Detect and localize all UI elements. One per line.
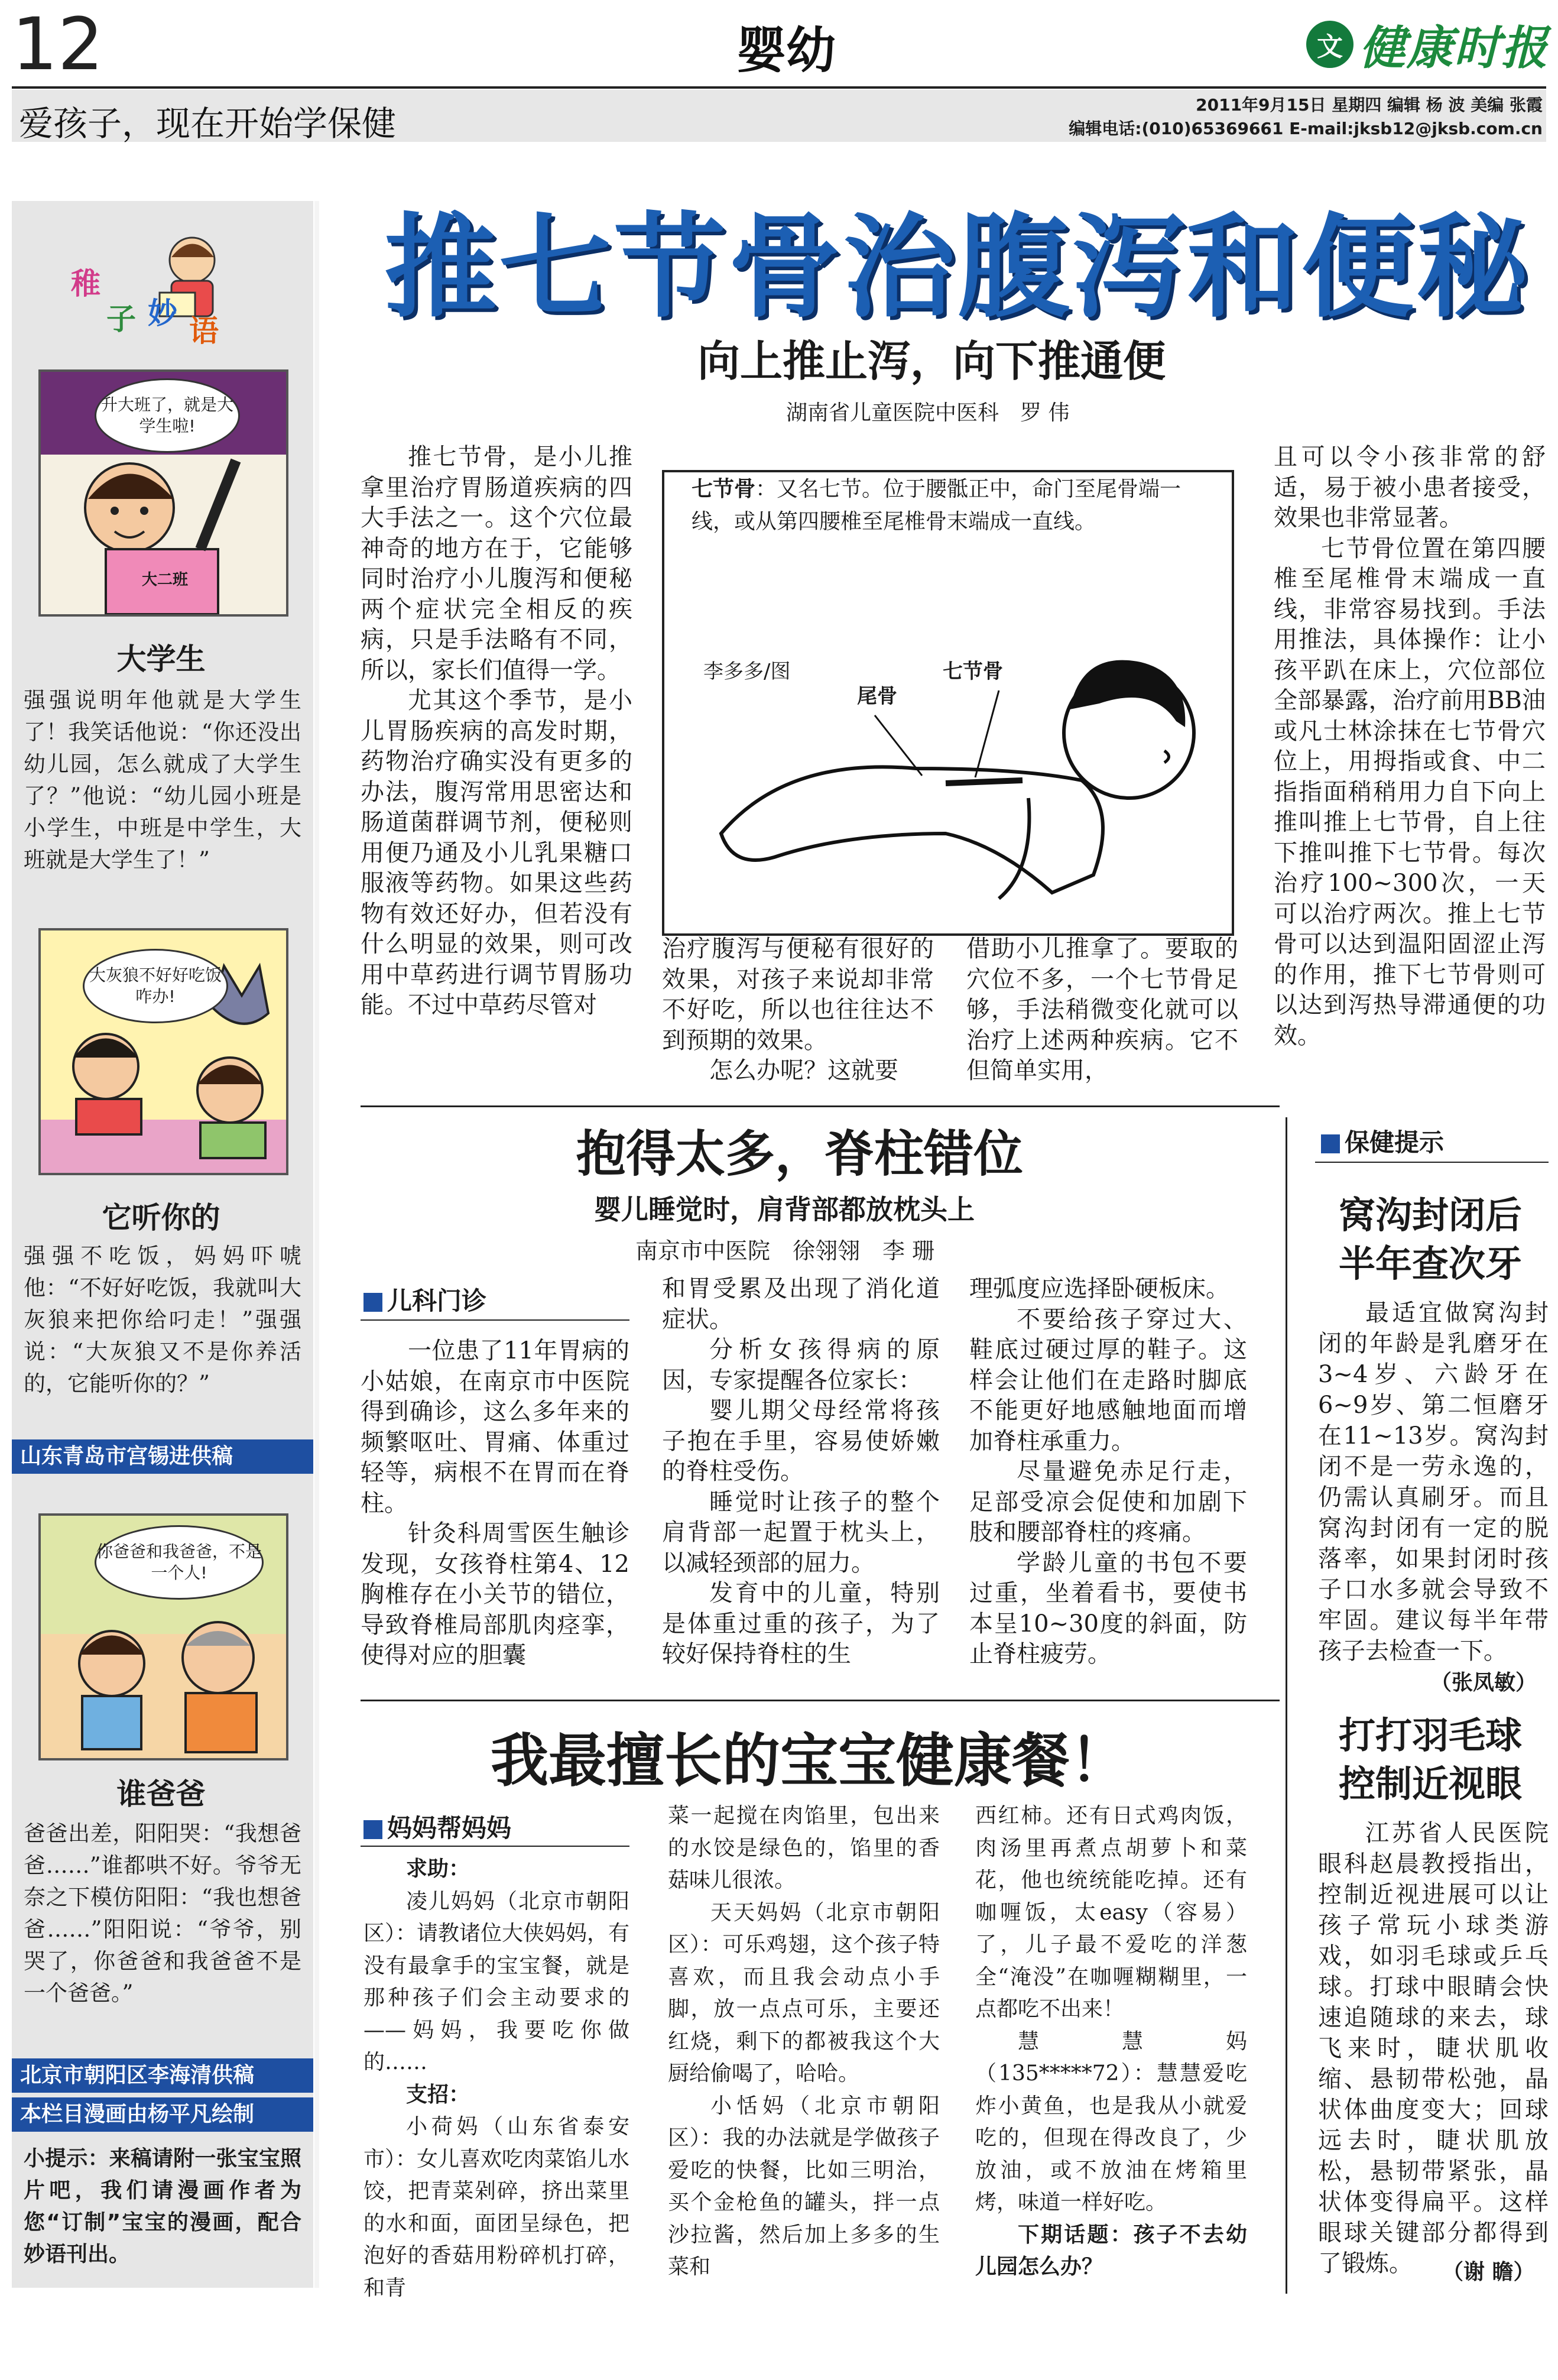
illustrator-credit: 本栏目漫画由杨平凡绘制: [12, 2097, 313, 2132]
health-tips-tag: 保健提示: [1321, 1123, 1444, 1159]
figure-label-weigu: 尾骨: [857, 685, 897, 708]
paragraph: 不要给孩子穿过大、鞋底过硬过厚的鞋子。这样会让他们在走路时脚底不能更好地感触地面而增加脊柱承重力。: [969, 1305, 1247, 1455]
paragraph: 发育中的儿童，特别是体重过重的孩子，为了较好保持脊柱的生: [662, 1580, 940, 1668]
paragraph: 七节骨位置在第四腰椎至尾椎骨末端成一直线，非常容易找到。手法用推法，具体操作：让小孩平趴在床上，穴位部位全部暴露，治疗前用BB油或凡士林涂抹在七节骨穴位上，用拇指或食、中二指指面稍稍用力自下向上推叫推上七节骨，自上往下推叫推下七节骨。每次治疗100~300次，一天可以治疗两次。推上七节骨可以达到温阳固涩止泻的作用，推下七节骨则可以达到泻热导滞通便的功效。: [1274, 534, 1546, 1049]
paragraph: 针灸科周雪医生触诊发现，女孩脊柱第4、12胸椎存在小关节的错位，导致脊椎局部肌肉痉挛，使得对应的胆囊: [361, 1520, 629, 1669]
tip1-headline-line2: 半年查次牙: [1338, 1242, 1522, 1285]
article2-subhead: 婴儿睡觉时，肩背部都放枕头上: [594, 1194, 975, 1225]
speech-bubble-2: 大灰狼不好好吃饭咋办!: [83, 949, 228, 1023]
article1-column-4: [1274, 442, 1546, 1051]
paragraph: 支招：: [406, 2082, 470, 2107]
paragraph: 尤其这个季节，是小儿胃肠疾病的高发时期，药物治疗确实没有更多的办法，腹泻常用思密达和肠道菌群调节剂，便秘则用便乃通及小儿乳果糖口服液等药物。如果这些药物有效还好办，但若没有什么明显的效果，则可改用中草药进行调节胃肠功能。不过中草药尽管对: [361, 687, 632, 1019]
infant-crawling-icon: [668, 621, 1223, 928]
article1-column-3: [966, 934, 1238, 1087]
masthead-rule: [12, 86, 1546, 89]
article2-headline: 抱得太多，脊柱错位: [576, 1124, 1024, 1183]
acupoint-definition-text: ：又名七节。位于腰骶正中，命门至尾骨端一线，或从第四腰椎至尾椎骨末端成一直线。: [692, 477, 1182, 534]
paragraph: 学龄儿童的书包不要过重，坐着看书，要使书本呈10~30度的斜面，防止脊柱疲劳。: [969, 1549, 1247, 1668]
paragraph: 菜一起搅在肉馅里，包出来的水饺是绿色的，馅里的香菇味儿很浓。: [668, 1804, 940, 1892]
tip2-author: （谢 瞻）: [1442, 2259, 1535, 2284]
next-topic: 下期话题：孩子不去幼儿园怎么办？: [975, 2222, 1247, 2279]
brand-mark-icon: 文: [1306, 21, 1353, 68]
badge-char-3: 妙: [148, 296, 177, 330]
tip1-headline: [1312, 1191, 1549, 1288]
paragraph: 凌儿妈妈（北京市朝阳区）：请教诸位大侠妈妈，有没有最拿手的宝宝餐，就是那种孩子们会主动要求的——妈妈，我要吃你做的……: [363, 1889, 630, 2074]
figure-credit: 李多多/图: [703, 660, 791, 683]
comic-text-2: 强强不吃饭，妈妈吓唬他：“不好好吃饭，我就叫大灰狼来把你给叼走！”强强说：“大灰狼又不是你养活的，它能听你的？”: [24, 1243, 301, 1396]
article2-column-3: [969, 1274, 1247, 1670]
article3-tag: 妈妈帮妈妈: [363, 1809, 511, 1844]
paragraph: 小恬妈（北京市朝阳区）：我的办法就是学做孩子爱吃的快餐，比如三明治，买个金枪鱼的罐头，拌一点沙拉酱，然后加上多多的生菜和: [668, 2093, 940, 2279]
article3-column-2: [668, 1800, 940, 2284]
article2-byline: 南京市中医院 徐翎翎 李 珊: [635, 1238, 935, 1264]
article3-column-3: [975, 1800, 1247, 2284]
paragraph: 怎么办呢？这就要: [709, 1057, 898, 1084]
paragraph: 西红柿。还有日式鸡肉饭，肉汤里再煮点胡萝卜和菜花，他也统统能吃掉。还有咖喱饭，太easy（容易）了，儿子最不爱吃的洋葱全“淹没”在咖喱糊糊里，一点都吃不出来！: [975, 1804, 1247, 2021]
tip1-author: （张凤敏）: [1430, 1670, 1537, 1695]
editor-contact: 编辑电话:(010)65369661 E-mail:jksb12@jksb.com.cn: [1069, 119, 1543, 138]
issue-date-editors: 2011年9月15日 星期四 编辑 杨 波 美编 张霞: [1196, 95, 1543, 115]
infant-massage-figure: [668, 621, 1223, 928]
main-headline: 推七节骨治腹泻和便秘: [384, 202, 1531, 333]
tag-underline: [1315, 1162, 1549, 1163]
paragraph: 理弧度应选择卧硬板床。: [969, 1275, 1229, 1302]
speech-bubble-1: 升大班了，就是大学生啦!: [95, 378, 240, 453]
paragraph: 尽量避免赤足行走，足部受凉会促使和加剧下肢和腰部脊柱的疼痛。: [969, 1458, 1247, 1546]
comic-text-1: 强强说明年他就是大学生了！我笑话他说：“你还没出幼儿园，怎么就成了大学生了？”他说：“幼儿园小班是小学生，中班是中学生，大班就是大学生了！”: [24, 688, 301, 873]
article2-column-2: [662, 1274, 940, 1670]
paragraph: 借助小儿推拿了。要取的穴位不多，一个七节骨足够，手法稍微变化就可以治疗上述两种疾病。它不但简单实用，: [966, 935, 1238, 1084]
tip2-headline-line2: 控制近视眼: [1338, 1762, 1522, 1805]
article1-column-1: [361, 442, 632, 1021]
paragraph: 小荷妈（山东省泰安市）：女儿喜欢吃肉菜馅儿水饺，把青菜剁碎，挤出菜里的水和面，面团呈绿色，把泡好的香菇用粉碎机打碎，和青: [363, 2115, 630, 2300]
tip2-headline: [1312, 1711, 1549, 1808]
paragraph: 求助：: [406, 1857, 470, 1881]
left-column-divider: [314, 201, 319, 2288]
paragraph: 和胃受累及出现了消化道症状。: [662, 1275, 940, 1333]
brand-logo: [1306, 15, 1549, 74]
comic-title-2: 它听你的: [102, 1200, 220, 1235]
paragraph: 一位患了11年胃病的小姑娘，在南京市中医院得到确诊，这么多年来的频繁呕吐、胃痛、体重过轻等，病根不在胃而在脊柱。: [361, 1337, 629, 1517]
article2-column-1: [361, 1336, 629, 1671]
section-divider: [361, 1105, 1280, 1107]
paragraph: 分析女孩得病的原因，专家提醒各位家长：: [662, 1336, 940, 1394]
slogan: 爱孩子，现在开始学保健: [19, 103, 397, 144]
paragraph: 推七节骨，是小儿推拿里治疗胃肠道疾病的四大手法之一。这个穴位最神奇的地方在于，它能够同时治疗小儿腹泻和便秘两个症状完全相反的疾病，只是手法略有不同，所以，家长们值得一学。: [361, 443, 632, 684]
comic-credit-2: 山东青岛市宫锡进供稿: [12, 1439, 313, 1474]
tag-underline: [361, 1319, 629, 1321]
page-number: 12: [12, 2, 104, 86]
submission-tip: 小提示：来稿请附一张宝宝照片吧，我们请漫画作者为您“订制”宝宝的漫画，配合妙语刊出。: [24, 2146, 301, 2266]
comic-title-1: 大学生: [116, 641, 206, 676]
brand-name: 健康时报: [1359, 22, 1549, 75]
speech-bubble-3: 你爸爸和我爸爸，不是一个人!: [95, 1525, 264, 1600]
comic-title-3: 谁爸爸: [116, 1776, 206, 1811]
main-subhead: 向上推止泻，向下推通便: [697, 336, 1166, 386]
tip1-text: 最适宜做窝沟封闭的年龄是乳磨牙在3~4岁、六龄牙在6~9岁、第二恒磨牙在11~13岁。窝沟封闭不是一劳永逸的，仍需认真刷牙。而且窝沟封闭有一定的脱落率，如果封闭时孩子口水多就会导致不牢固。建议每半年带孩子去检查一下。: [1318, 1299, 1549, 1665]
comic-credit-3: 北京市朝阳区李海清供稿: [12, 2058, 313, 2093]
main-byline: 湖南省儿童医院中医科 罗 伟: [786, 401, 1070, 425]
section-title: 婴幼: [736, 21, 836, 79]
paragraph: 睡觉时让孩子的整个肩背部一起置于枕头上，以减轻颈部的屈力。: [662, 1488, 940, 1577]
badge-char-2: 子: [106, 301, 136, 336]
comic-text-3: 爸爸出差，阳阳哭：“我想爸爸……”谁都哄不好。爷爷无奈之下模仿阳阳：“我也想爸爸……”阳阳说：“爷爷，别哭了，你爸爸和我爸爸不是一个爸爸。”: [24, 1821, 301, 2006]
paragraph: 慧慧妈（135*****72）：慧慧爱吃炸小黄鱼，也是我从小就爱吃的，但现在得改良了，少放油，或不放油在烤箱里烤，味道一样好吃。: [975, 2029, 1247, 2214]
figure-label-qijiegu: 七节骨: [943, 660, 1003, 683]
article2-tag: 儿科门诊: [363, 1282, 486, 1317]
badge-char-4: 语: [189, 313, 219, 348]
tip2-headline-line1: 打打羽毛球: [1338, 1714, 1522, 1757]
article3-headline: 我最擅长的宝宝健康餐！: [491, 1727, 1128, 1795]
shirt-label: 大二班: [142, 571, 189, 589]
tip1-headline-line1: 窝沟封闭后: [1338, 1194, 1522, 1237]
article1-column-2: [662, 934, 934, 1087]
badge-char-1: 稚: [71, 266, 100, 301]
tip2-text: 江苏省人民医院眼科赵晨教授指出，控制近视进展可以让孩子常玩小球类游戏，如羽毛球或乒乓球。打球中眼睛会快速追随球的来去，球飞来时，睫状肌收缩、悬韧带松弛，晶状体曲度变大；回球远去时，睫状肌放松，悬韧带紧张，晶状体变得扁平。这样眼球关键部分都得到了锻炼。: [1318, 1820, 1549, 2277]
tag-underline: [361, 1846, 629, 1847]
acupoint-term: 七节骨: [692, 476, 756, 501]
article3-column-1: [363, 1853, 629, 2304]
paragraph: 天天妈妈（北京市朝阳区）：可乐鸡翅，这个孩子特喜欢，而且我会动点小手脚，放一点点可乐，主要还红烧，剩下的都被我这个大厨给偷喝了，哈哈。: [668, 1900, 940, 2086]
paragraph: 婴儿期父母经常将孩子抱在手里，容易使娇嫩的脊柱受伤。: [662, 1397, 940, 1485]
paragraph: 治疗腹泻与便秘有很好的效果，对孩子来说却非常不好吃，所以也往往达不到预期的效果。: [662, 935, 934, 1054]
right-column-divider: [1286, 1117, 1287, 2294]
section-divider: [361, 1700, 1280, 1701]
paragraph: 且可以令小孩非常的舒适，易于被小患者接受，效果也非常显著。: [1274, 443, 1546, 531]
acupoint-definition: [692, 473, 1212, 538]
